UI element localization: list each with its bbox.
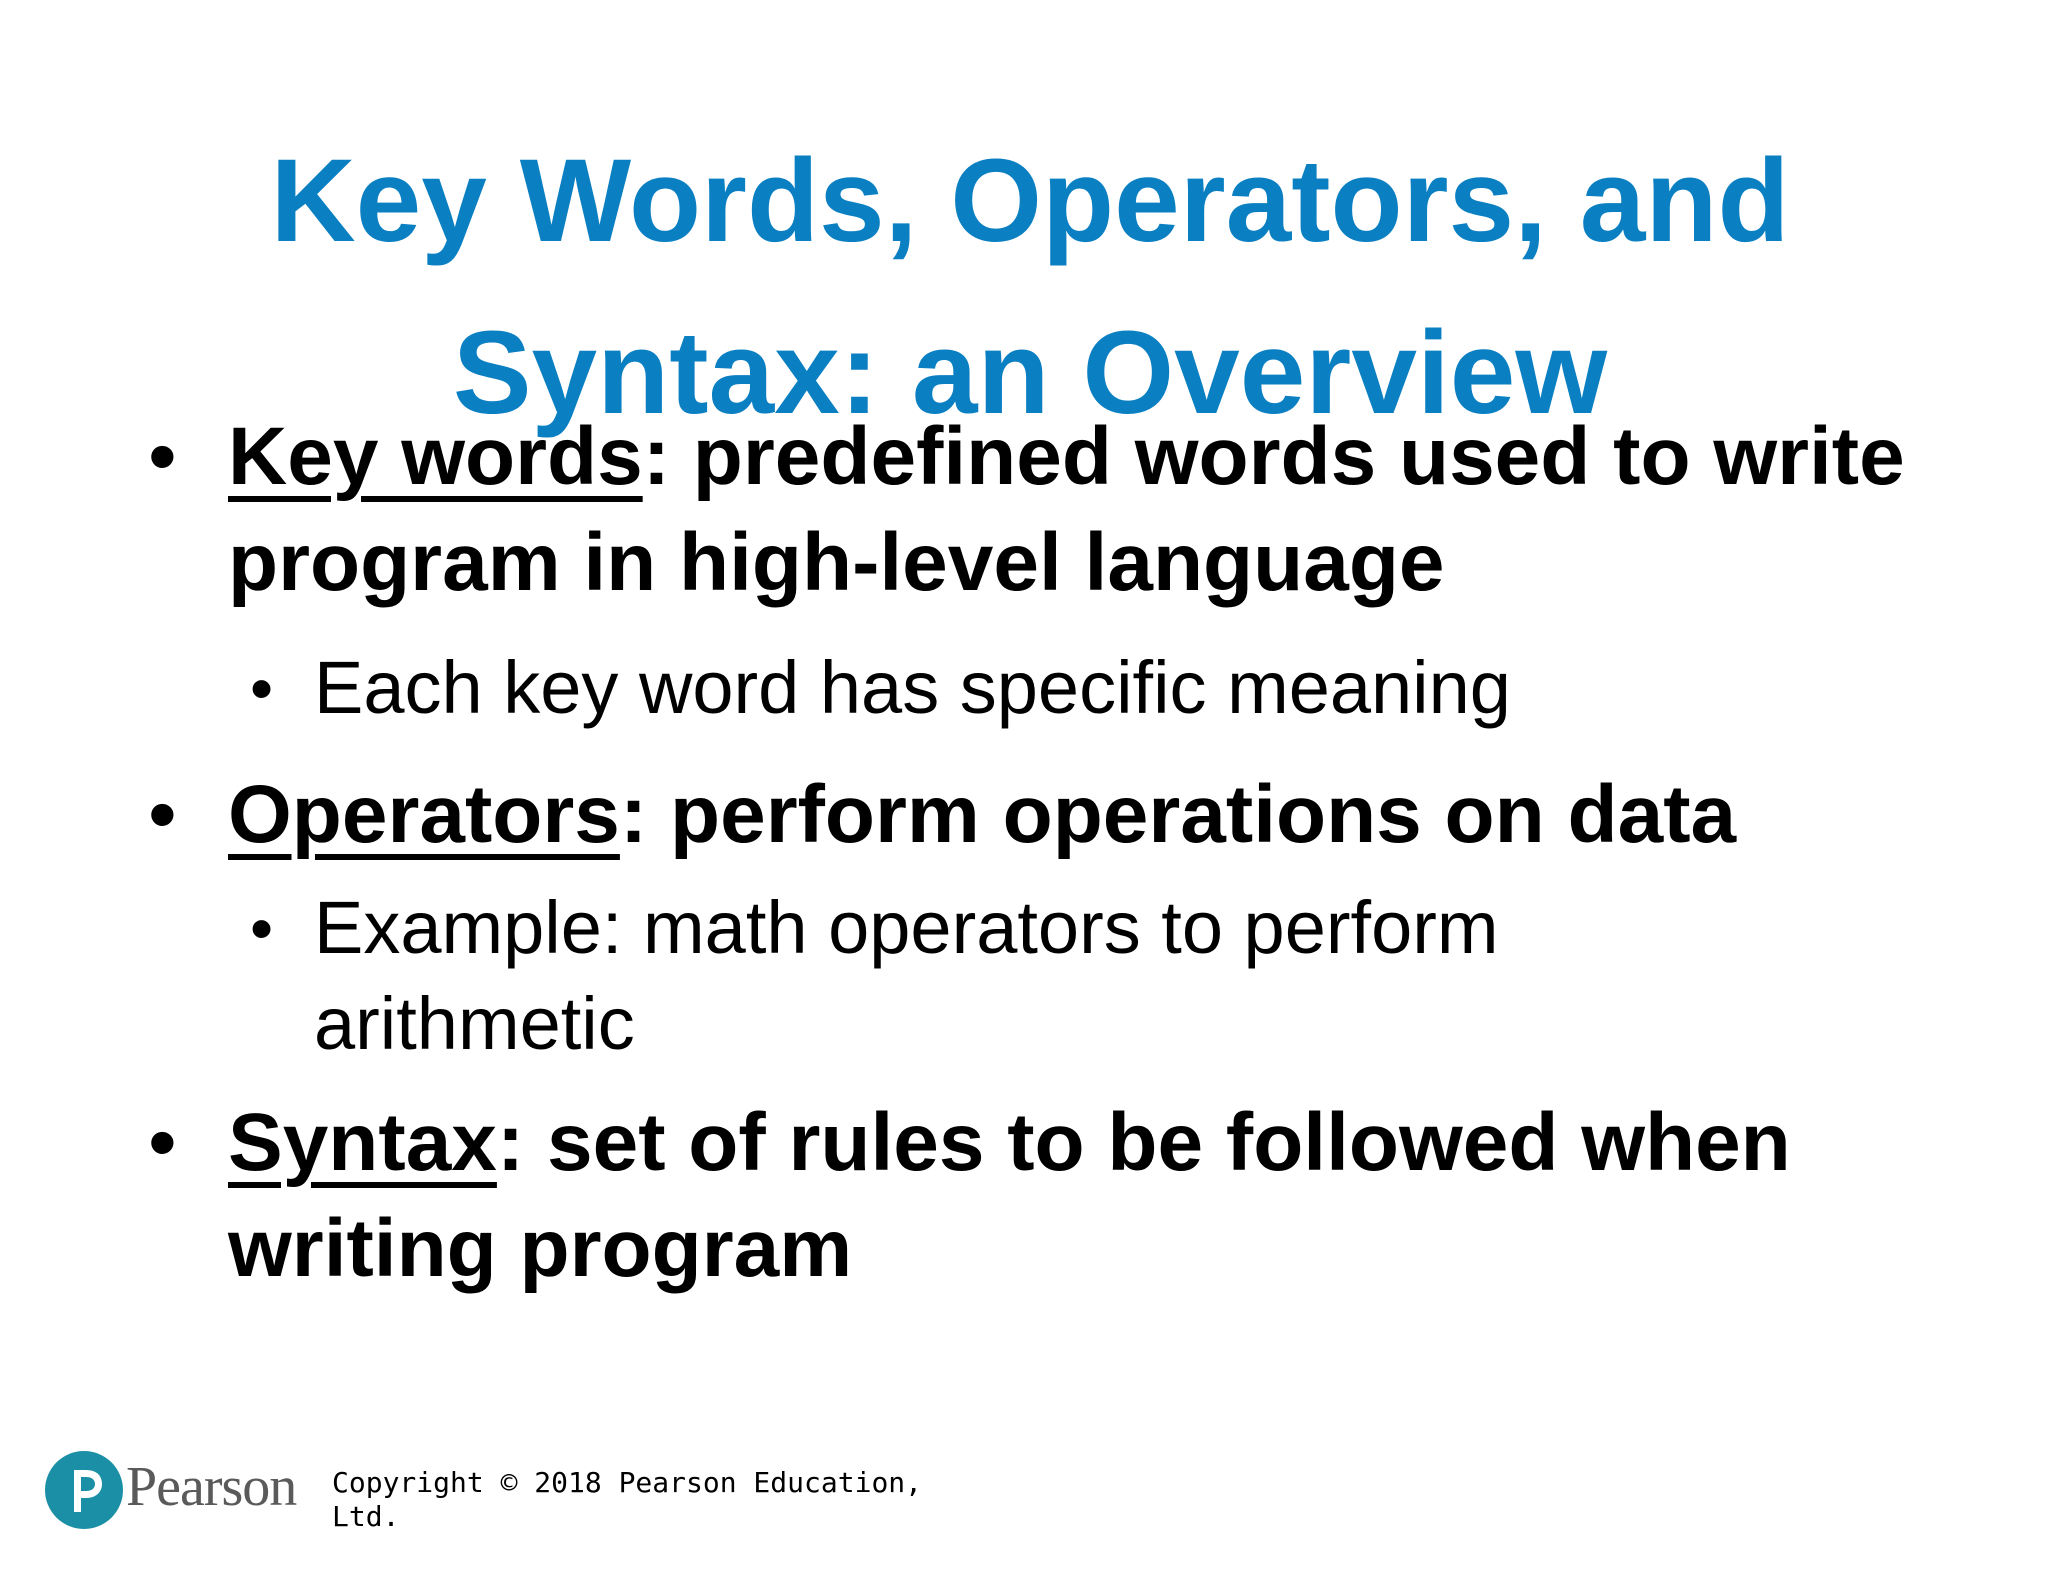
bullet-term: Operators (228, 769, 620, 860)
bullet-text: : set of rules to be followed when writing program (228, 1097, 1791, 1294)
sub-bullet-operators (250, 880, 1814, 1072)
footer (44, 1450, 944, 1560)
bullet-key-words (148, 404, 1948, 616)
sub-bullet-dot: • (250, 891, 274, 965)
bullet-syntax (148, 1090, 1948, 1302)
bullet-operators (148, 762, 1948, 868)
bullet-term: Syntax (228, 1097, 497, 1188)
bullet-dot: • (148, 1097, 177, 1188)
bullet-dot: • (148, 769, 177, 860)
bullet-dot: • (148, 411, 177, 502)
pearson-logo-text: Pearson (126, 1456, 297, 1518)
bullet-text: : predefined words used to write program in high-level language (228, 411, 1905, 608)
pearson-p-logo-icon (44, 1450, 124, 1530)
slide-title: Key Words, Operators, and Syntax: an Overview (270, 135, 1790, 439)
bullet-text: : perform operations on data (619, 769, 1737, 860)
sub-bullet-dot: • (250, 651, 274, 725)
copyright-notice: Copyright © 2018 Pearson Education, Ltd. (332, 1466, 923, 1533)
sub-bullet-key-words (250, 640, 1814, 736)
sub-bullet-text: Each key word has specific meaning (314, 646, 1511, 729)
bullet-term: Key words (228, 411, 643, 502)
sub-bullet-text: Example: math operators to perform arithmetic (314, 886, 1499, 1065)
